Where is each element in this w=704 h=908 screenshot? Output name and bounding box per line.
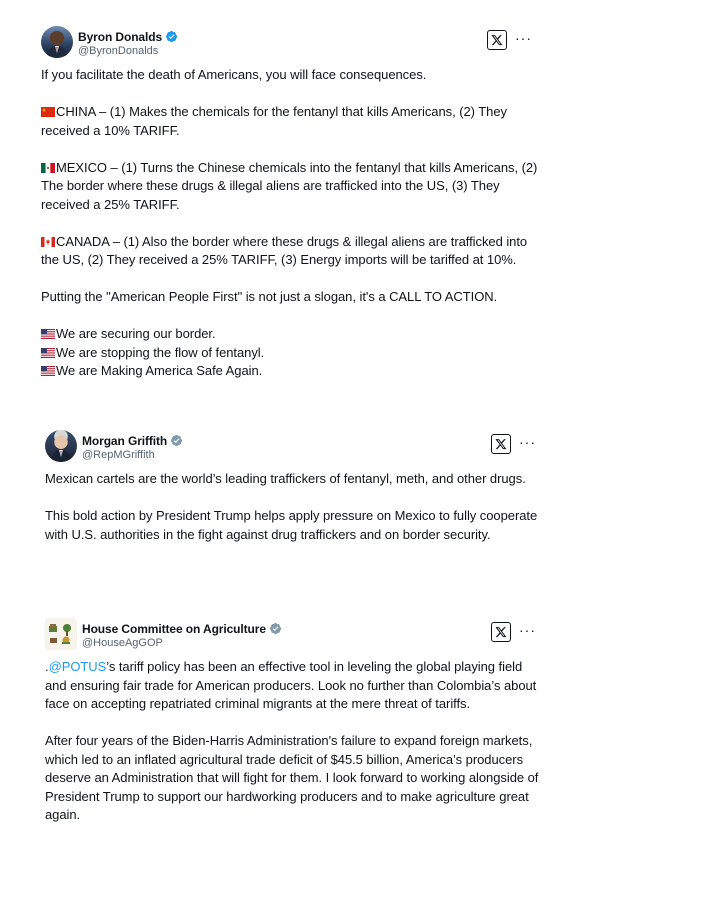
mention-prefix: . bbox=[45, 659, 49, 674]
tweet-paragraph: After four years of the Biden-Harris Administration's failure to expand foreign markets, which led to an inflated agricultural trade deficit of $45.5 billion, America’s producers deserve an Administration that will fight for them. I look forward to working alongside of President Trump to support our hardworking producers and to make agriculture great again. bbox=[45, 733, 539, 822]
display-name[interactable]: Morgan Griffith bbox=[82, 433, 168, 448]
tweet-paragraph: This bold action by President Trump helps apply pressure on Mexico to fully cooperate with U.S. authorities in the fight against drug traffickers and on border security. bbox=[45, 508, 538, 542]
avatar[interactable] bbox=[45, 430, 77, 462]
display-name[interactable]: House Committee on Agriculture bbox=[82, 621, 266, 636]
tweet-text bbox=[45, 658, 545, 825]
x-logo-icon[interactable] bbox=[491, 434, 511, 454]
display-name[interactable]: Byron Donalds bbox=[78, 29, 163, 44]
mention-link[interactable]: @POTUS bbox=[48, 659, 107, 674]
tweet-header bbox=[45, 618, 545, 658]
tweet-paragraph: MEXICO – (1) Turns the Chinese chemicals into the fentanyl that kills Americans, (2) The border where these drugs & illegal aliens are trafficked into the US, (3) They received a 25% TARIFF. bbox=[41, 159, 538, 212]
canada-flag-icon bbox=[41, 237, 55, 247]
x-logo-icon[interactable] bbox=[491, 622, 511, 642]
us-flag-icon bbox=[41, 348, 55, 358]
tweet-text bbox=[45, 470, 545, 544]
tweet-byron-donalds bbox=[41, 26, 541, 381]
x-logo-icon[interactable] bbox=[487, 30, 507, 50]
tweet-line: We are stopping the flow of fentanyl. bbox=[56, 344, 265, 360]
tweet-line: We are securing our border. bbox=[56, 326, 216, 341]
tweet-paragraph: Mexican cartels are the world’s leading traffickers of fentanyl, meth, and other drugs. bbox=[45, 471, 526, 486]
tweet-header bbox=[41, 26, 541, 66]
tweet-paragraph: If you facilitate the death of Americans, you will face consequences. bbox=[41, 67, 427, 82]
us-flag-icon bbox=[41, 366, 55, 376]
tweet-paragraph: ’s tariff policy has been an effective tool in leveling the global playing field and ensuring fair trade for American producers. Look no further than Colombia’s about face on accepting repatriated criminal migrants at the mere threat of tariffs. bbox=[45, 659, 537, 711]
avatar[interactable] bbox=[45, 618, 77, 650]
verified-badge-icon bbox=[269, 622, 282, 635]
tweet-paragraph: CANADA – (1) Also the border where these drugs & illegal aliens are trafficked into the US, (2) They received a 25% TARIFF, (3) Energy imports will be tariffed at 10%. bbox=[41, 233, 528, 267]
verified-badge-icon bbox=[165, 30, 178, 43]
tweet-text bbox=[41, 66, 541, 381]
tweet-header bbox=[45, 430, 545, 470]
more-options-button[interactable]: ··· bbox=[515, 30, 532, 46]
tweet-line: We are Making America Safe Again. bbox=[56, 363, 263, 378]
verified-badge-icon bbox=[170, 434, 183, 447]
tweet-paragraph: CHINA – (1) Makes the chemicals for the fentanyl that kills Americans, (2) They received a 10% TARIFF. bbox=[41, 104, 507, 138]
mexico-flag-icon bbox=[41, 163, 55, 173]
handle[interactable]: @RepMGriffith bbox=[82, 449, 155, 461]
tweet-morgan-griffith bbox=[45, 430, 545, 544]
more-options-button[interactable]: ··· bbox=[519, 622, 536, 638]
more-options-button[interactable]: ··· bbox=[519, 434, 536, 450]
handle[interactable]: @HouseAgGOP bbox=[82, 637, 163, 649]
handle[interactable]: @ByronDonalds bbox=[78, 45, 159, 57]
tweet-house-ag-committee bbox=[45, 618, 545, 825]
avatar[interactable] bbox=[41, 26, 73, 58]
tweet-paragraph: Putting the "American People First" is not just a slogan, it's a CALL TO ACTION. bbox=[41, 289, 498, 304]
china-flag-icon bbox=[41, 107, 55, 117]
us-flag-icon bbox=[41, 329, 55, 339]
